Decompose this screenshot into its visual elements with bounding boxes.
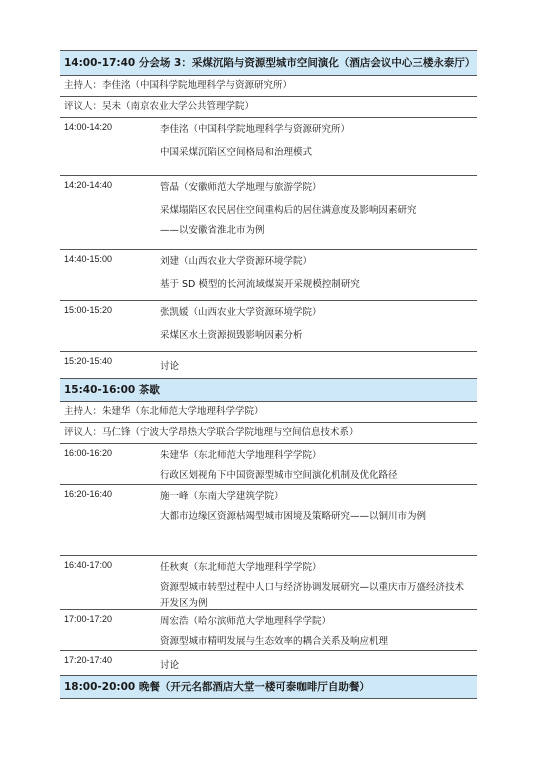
talk-speaker: 刘建（山西农业大学资源环境学院） bbox=[160, 256, 313, 267]
talk-time: 16:20-16:40 bbox=[64, 489, 113, 499]
talk-time: 14:40-15:00 bbox=[64, 254, 113, 264]
session-header: 14:00-17:40 分会场 3：采煤沉陷与资源型城市空间演化（酒店会议中心三楼永泰厅） bbox=[60, 51, 477, 76]
talk-title: 采煤区水土资源损毁影响因素分析 bbox=[160, 330, 303, 341]
table-row bbox=[60, 651, 477, 676]
talk-speaker: 周宏浩（哈尔滨师范大学地理科学学院） bbox=[160, 616, 332, 627]
talk-title: 资源型城市精明发展与生态效率的耦合关系及响应机理 bbox=[160, 636, 389, 647]
talk-speaker: 李佳洺（中国科学院地理科学与资源研究所） bbox=[160, 124, 351, 135]
table-row bbox=[60, 176, 477, 250]
table-row bbox=[60, 301, 477, 352]
table-row bbox=[60, 118, 477, 176]
discussion-time: 15:20-15:40 bbox=[64, 356, 113, 366]
talk-time: 16:40-17:00 bbox=[64, 560, 113, 570]
talk-time: 14:20-14:40 bbox=[64, 180, 113, 190]
talk-title: 大都市边缘区资源枯竭型城市困境及策略研究——以铜川市为例 bbox=[160, 511, 427, 522]
session-host: 主持人：李佳洺（中国科学院地理科学与资源研究所） bbox=[60, 76, 477, 97]
talk-speaker: 张凯媛（山西农业大学资源环境学院） bbox=[160, 307, 322, 318]
tea-break-header: 15:40-16:00 茶歇 bbox=[60, 379, 477, 402]
talk-speaker: 管晶（安徽师范大学地理与旅游学院） bbox=[160, 182, 322, 193]
talk-title: 中国采煤沉陷区空间格局和治理模式 bbox=[160, 147, 313, 158]
talk-title: 采煤塌陷区农民居住空间重构后的居住满意度及影响因素研究 bbox=[160, 205, 417, 216]
talk-time: 15:00-15:20 bbox=[64, 305, 113, 315]
session-host: 主持人：朱建华（东北师范大学地理科学学院） bbox=[60, 402, 477, 423]
talk-title: 行政区划视角下中国资源型城市空间演化机制及优化路径 bbox=[160, 470, 398, 481]
session-commentator: 评议人：吴未（南京农业大学公共管理学院） bbox=[60, 97, 477, 118]
talk-title: 基于 SD 模型的长河流域煤炭开采规模控制研究 bbox=[160, 279, 360, 290]
table-row bbox=[60, 444, 477, 485]
discussion-time: 17:20-17:40 bbox=[64, 655, 113, 665]
discussion-label: 讨论 bbox=[160, 660, 180, 671]
table-row bbox=[60, 556, 477, 610]
talk-time: 14:00-14:20 bbox=[64, 122, 113, 132]
talk-title: 资源型城市转型过程中人口与经济协调发展研究—以重庆市万盛经济技术开发区为例 bbox=[160, 582, 465, 609]
talk-time: 16:00-16:20 bbox=[64, 448, 113, 458]
talk-speaker: 朱建华（东北师范大学地理科学学院） bbox=[160, 450, 322, 461]
table-row bbox=[60, 610, 477, 651]
talk-subtitle: ——以安徽省淮北市为例 bbox=[160, 225, 265, 236]
dinner-header: 18:00-20:00 晚餐（开元名都酒店大堂一楼可泰咖啡厅自助餐） bbox=[60, 676, 477, 699]
table-row bbox=[60, 485, 477, 556]
talk-speaker: 施一峰（东南大学建筑学院） bbox=[160, 491, 284, 502]
talk-speaker: 任秋爽（东北师范大学地理科学学院） bbox=[160, 562, 322, 573]
program-table bbox=[60, 50, 477, 699]
discussion-label: 讨论 bbox=[160, 361, 180, 372]
table-row bbox=[60, 352, 477, 379]
talk-time: 17:00-17:20 bbox=[64, 614, 113, 624]
table-row bbox=[60, 250, 477, 301]
session-commentator: 评议人：马仁锋（宁波大学昂热大学联合学院地理与空间信息技术系） bbox=[60, 423, 477, 444]
